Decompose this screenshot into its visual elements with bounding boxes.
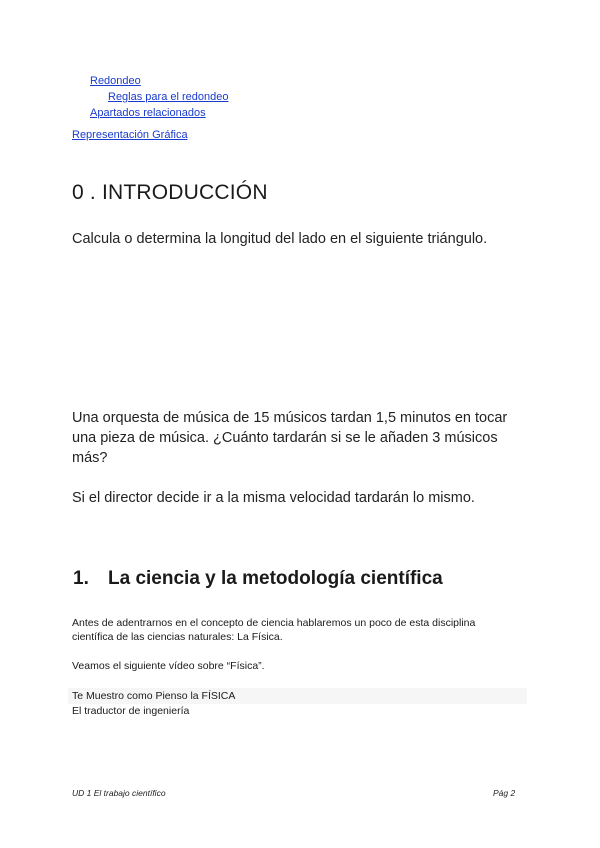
intro-heading: 0 . INTRODUCCIÓN — [72, 181, 268, 204]
orchestra-answer: Si el director decide ir a la misma velocidad tardarán lo mismo. — [72, 490, 475, 506]
orchestra-problem-line: Una orquesta de música de 15 músicos tardan 1,5 minutos en tocar — [72, 410, 508, 426]
footer-page-number: Pág 2 — [493, 788, 516, 798]
toc-link-apartados-relacionados[interactable]: Apartados relacionados — [90, 107, 206, 119]
video-channel: El traductor de ingeniería — [72, 705, 190, 717]
section-number: 1. — [73, 568, 89, 589]
toc-link-representacion-grafica[interactable]: Representación Gráfica — [72, 129, 188, 141]
toc-link-redondeo[interactable]: Redondeo — [90, 75, 141, 87]
footer-unit-title: UD 1 El trabajo científico — [72, 788, 166, 798]
section-heading — [73, 568, 443, 590]
video-title[interactable]: Te Muestro como Pienso la FÍSICA — [72, 690, 236, 702]
orchestra-problem-line: una pieza de música. ¿Cuánto tardarán si se le añaden 3 músicos — [72, 430, 498, 446]
section-intro-paragraph — [72, 616, 542, 644]
toc-link-reglas-redondeo[interactable]: Reglas para el redondeo — [108, 91, 229, 103]
intro-question: Calcula o determina la longitud del lado en el siguiente triángulo. — [72, 231, 488, 247]
paragraph-line: Antes de adentrarnos en el concepto de ciencia hablaremos un poco de esta disciplina — [72, 617, 476, 629]
video-intro-text: Veamos el siguiente vídeo sobre “Física”. — [72, 660, 265, 672]
orchestra-problem — [72, 408, 542, 468]
orchestra-problem-line: más? — [72, 450, 108, 466]
section-title: La ciencia y la metodología científica — [108, 568, 443, 589]
paragraph-line: científica de las ciencias naturales: La Física. — [72, 631, 283, 643]
